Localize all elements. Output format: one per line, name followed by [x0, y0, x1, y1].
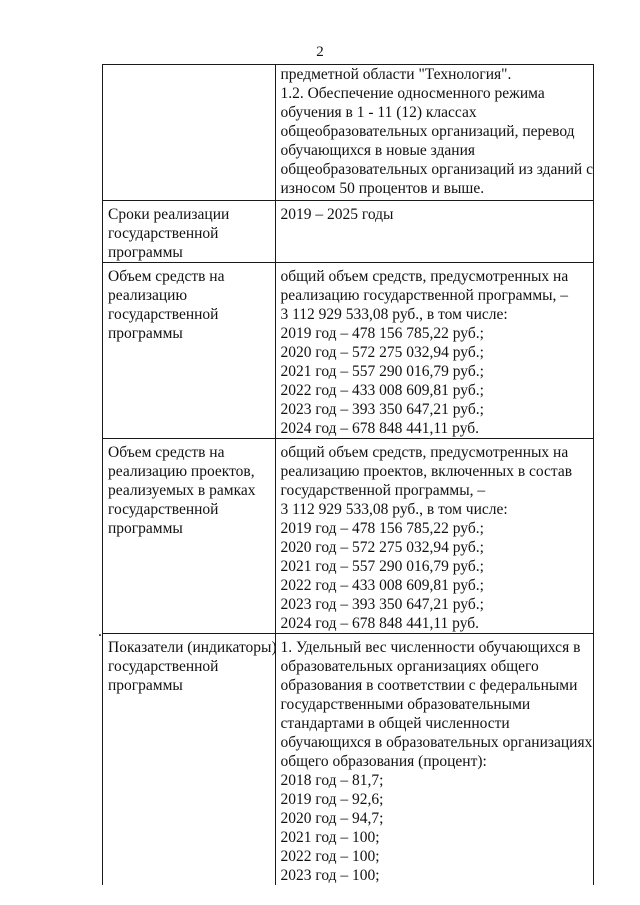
row-label-cell — [103, 65, 276, 201]
row-value-line: образовательных организациях общего — [280, 658, 539, 675]
row-value-line: 2019 год – 478 156 785,22 руб.; — [280, 325, 484, 342]
row-label-cell — [103, 263, 276, 439]
row-value-line: государственными образовательными — [280, 696, 531, 713]
row-value-line: государственной программы, – — [280, 482, 486, 499]
row-label-line: государственной — [108, 306, 219, 323]
row-value-line: предметной области "Технология". — [280, 66, 512, 83]
row-value-line: 2022 год – 100; — [280, 848, 380, 865]
row-value-line: 2019 – 2025 годы — [280, 206, 394, 223]
row-label-line: государственной — [108, 225, 219, 242]
margin-mark: . — [98, 623, 102, 640]
page-number: 2 — [316, 44, 324, 60]
row-value-line: 2023 год – 393 350 647,21 руб.; — [280, 596, 484, 613]
row-value-line: общий объем средств, предусмотренных на — [280, 268, 569, 285]
row-value-line: обучающихся в новые здания — [280, 142, 475, 159]
row-label-cell — [103, 634, 276, 886]
row-value-line: 2022 год – 433 008 609,81 руб.; — [280, 577, 484, 594]
row-value-line: 2021 год – 557 290 016,79 руб.; — [280, 558, 484, 575]
row-value-line: 2022 год – 433 008 609,81 руб.; — [280, 382, 484, 399]
row-value-line: 2018 год – 81,7; — [280, 772, 384, 789]
row-value-line: 2023 год – 100; — [280, 867, 380, 884]
row-label-line: государственной — [108, 501, 219, 518]
row-value-line: реализацию государственной программы, – — [280, 287, 569, 304]
row-value-cell — [276, 634, 594, 886]
row-value-cell — [276, 201, 594, 263]
row-value-line: 3 112 929 533,08 руб., в том числе: — [280, 306, 508, 323]
program-passport-table — [102, 64, 594, 885]
row-value-line: общего образования (процент): — [280, 753, 487, 770]
row-label-line: реализацию проектов, — [108, 463, 255, 480]
row-value-line: 2021 год – 100; — [280, 829, 380, 846]
row-value-line: обучающихся в образовательных организациях — [280, 734, 593, 751]
row-value-line: 2019 год – 92,6; — [280, 791, 384, 808]
row-value-line: 3 112 929 533,08 руб., в том числе: — [280, 501, 508, 518]
row-value-line: общеобразовательных организаций, перевод — [280, 123, 575, 140]
row-value-line: образования в соответствии с федеральными — [280, 677, 578, 694]
row-value-line: 2021 год – 557 290 016,79 руб.; — [280, 363, 484, 380]
row-label-line: Сроки реализации — [108, 206, 230, 223]
row-label-line: Объем средств на — [108, 444, 225, 461]
row-label-line: программы — [108, 520, 183, 537]
table-row — [103, 263, 594, 439]
row-value-line: 1. Удельный вес численности обучающихся в — [280, 639, 581, 656]
row-label-line: государственной — [108, 658, 219, 675]
table-row — [103, 439, 594, 634]
row-value-line: 2020 год – 572 275 032,94 руб.; — [280, 344, 484, 361]
row-value-cell — [276, 263, 594, 439]
row-value-line: общеобразовательных организаций из зданий с — [280, 161, 593, 178]
row-label-line: программы — [108, 244, 183, 261]
row-value-line: 2020 год – 572 275 032,94 руб.; — [280, 539, 484, 556]
row-label-line: Показатели (индикаторы) — [108, 639, 277, 656]
row-value-line: обучения в 1 - 11 (12) классах — [280, 104, 477, 121]
row-value-line: стандартами в общей численности — [280, 715, 510, 732]
row-label-cell — [103, 201, 276, 263]
row-value-line: 2019 год – 478 156 785,22 руб.; — [280, 520, 484, 537]
row-value-line: 2023 год – 393 350 647,21 руб.; — [280, 401, 484, 418]
row-label-line: Объем средств на — [108, 268, 225, 285]
row-value-line: 2020 год – 94,7; — [280, 810, 384, 827]
row-label-line: реализуемых в рамках — [108, 482, 256, 499]
table-body — [103, 65, 594, 886]
row-value-line: износом 50 процентов и выше. — [280, 180, 485, 197]
table-row — [103, 201, 594, 263]
row-label-line: программы — [108, 325, 183, 342]
row-label-cell — [103, 439, 276, 634]
row-value-cell — [276, 65, 594, 201]
row-value-cell — [276, 439, 594, 634]
row-value-line: реализацию проектов, включенных в состав — [280, 463, 573, 480]
table-row — [103, 634, 594, 886]
row-label-line: программы — [108, 677, 183, 694]
row-value-line: 2024 год – 678 848 441,11 руб. — [280, 615, 480, 632]
row-label-line: реализацию — [108, 287, 188, 304]
row-value-line: 1.2. Обеспечение односменного режима — [280, 85, 545, 102]
row-value-line: 2024 год – 678 848 441,11 руб. — [280, 420, 480, 437]
table-row — [103, 65, 594, 201]
row-value-line: общий объем средств, предусмотренных на — [280, 444, 569, 461]
